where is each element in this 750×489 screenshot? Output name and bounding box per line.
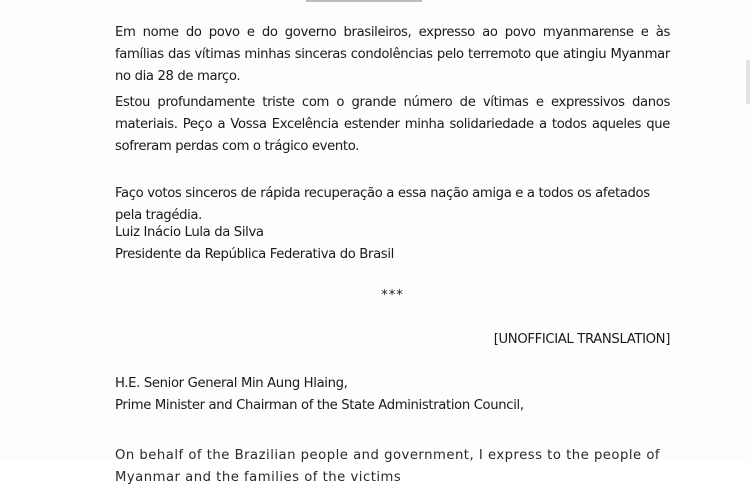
cut-off-text-line (115, 448, 670, 485)
addressee-line-1: H.E. Senior General Min Aung Hlaing, (115, 376, 348, 391)
paragraph-wishes: Faço votos sinceros de rápida recuperação a essa nação amiga e a todos os afetados pela tragédia. (115, 186, 650, 223)
translation-label: [UNOFFICIAL TRANSLATION] (493, 332, 670, 347)
paragraph-condolences: Em nome do povo e do governo brasileiros, expresso ao povo myanmarense e às famílias das vítimas minhas sinceras condolências pelo terremoto que atingiu Myanmar no dia 28 de março. (115, 25, 670, 84)
cut-off-text: On behalf of the Brazilian people and government, I express to the people of Myanmar and the families of the victims (115, 448, 661, 485)
top-rule (306, 0, 422, 2)
paragraph-sadness: Estou profundamente triste com o grande número de vítimas e expressivos danos materiais. Peço a Vossa Excelência estender minha solidariedade a todos aqueles que sofreram perdas com o trágico evento. (115, 95, 670, 154)
section-separator: *** (381, 288, 404, 303)
signature-title: Presidente da República Federativa do Brasil (115, 247, 394, 262)
signature-name: Luiz Inácio Lula da Silva (115, 225, 264, 240)
page-edge-shadow (746, 60, 750, 104)
addressee-line-2: Prime Minister and Chairman of the State Administration Council, (115, 398, 524, 413)
